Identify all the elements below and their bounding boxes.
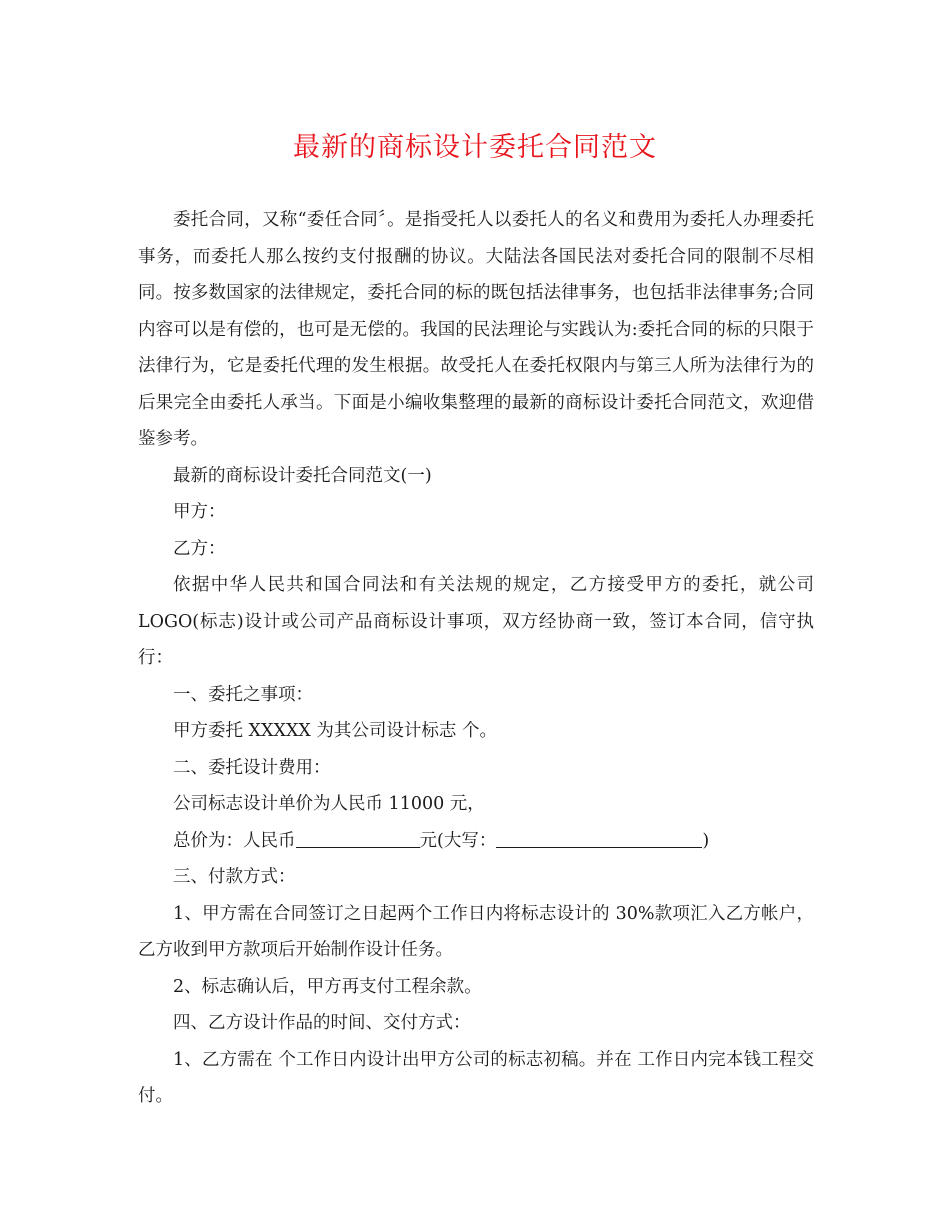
party-b-line: 乙方： [173,538,226,559]
total-price-prefix: 总价为：人民币 [173,830,296,851]
clause-3-item-2: 2、标志确认后，甲方再支付工程余款。 [173,976,482,997]
clause-2-unit-price: 公司标志设计单价为人民币 11000 元， [173,794,485,814]
clause-4-heading: 四、乙方设计作品的时间、交付方式： [173,1013,471,1033]
intro-paragraph: 委托合同，又称“委任合同〞。是指受托人以委托人的名义和费用为委托人办理委托事务，而委托人那么按约支付报酬的协议。大陆法各国民法对委托合同的限制不尽相同。按多数国家的法律规定，委托合同的标的既包括法律事务，也包括非法律事务;合同内容可以是有偿的，也可是无偿的。我国的民法理论与实践认为:委托合同的标的只限于法律行为，它是委托代理的发生根据。故受托人在委托权限内与第三人所为法律行为的后果完全由委托人承当。下面是小编收集整理的最新的商标设计委托合同范文，欢迎借鉴参考。 [138,210,814,449]
total-price-suffix: ) [702,830,710,851]
document-title: 最新的商标设计委托合同范文 [293,132,657,163]
clause-4-item-1: 1、乙方需在 个工作日内设计出甲方公司的标志初稿。并在 工作日内完本钱工程交付。 [138,1049,814,1106]
total-price-middle: 元(大写： [419,830,497,851]
clause-2-heading: 二、委托设计费用： [173,757,331,778]
document-body [138,202,814,1115]
party-a-line: 甲方： [173,502,226,522]
clause-3-heading: 三、付款方式： [173,867,296,887]
clause-1-text: 甲方委托 XXXXX 为其公司设计标志 个。 [173,721,497,741]
clause-3-item-1: 1、甲方需在合同签订之日起两个工作日内将标志设计的 30%款项汇入乙方帐户，乙方收到甲方款项后开始制作设计任务。 [138,903,814,960]
total-price-line [138,823,814,860]
amount-blank-line [296,829,420,848]
preamble-paragraph: 依据中华人民共和国合同法和有关法规的规定，乙方接受甲方的委托，就公司LOGO(标志)设计或公司产品商标设计事项，双方经协商一致，签订本合同，信守执行： [138,575,814,668]
section-title: 最新的商标设计委托合同范文(一) [173,465,432,486]
amount-in-words-blank-line [496,829,702,848]
clause-1-heading: 一、委托之事项： [173,684,313,705]
